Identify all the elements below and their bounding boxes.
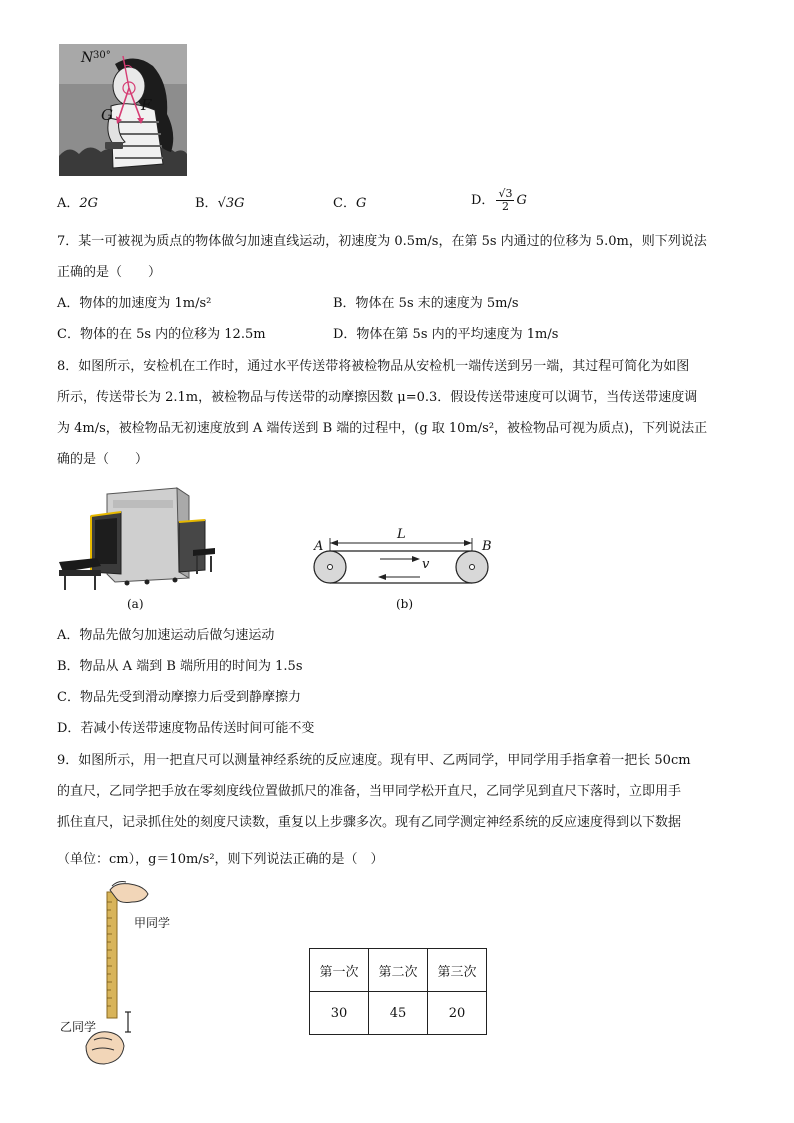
q6-option-d: [471, 188, 527, 213]
q8-label-l: L: [397, 527, 406, 542]
q9-table-value-2: 45: [369, 992, 428, 1035]
q9-stem-line3: 抓住直尺，记录抓住处的刻度尺读数，重复以上步骤多次。现有乙同学测定神经系统的反应速度得到以下数据: [57, 815, 682, 830]
q8-stem-line1: 8．如图所示，安检机在工作时，通过水平传送带将被检物品从安检机一端传送到另一端，其过程可简化为如图: [57, 359, 690, 374]
q9-table-header-2: 第二次: [369, 949, 428, 992]
q6-label-n: N: [81, 50, 94, 66]
q9-label-yi: 乙同学: [60, 1020, 97, 1034]
q9-table-header-row: [310, 949, 487, 992]
q9-table-value-row: [310, 992, 487, 1035]
q6-option-c: [333, 194, 366, 214]
q8-label-a: A: [314, 539, 324, 554]
q9-figure: [72, 880, 182, 1070]
q6-option-a-text: 2G: [79, 196, 99, 211]
q6-option-b-text: √3G: [217, 196, 245, 211]
q6-option-c-letter: C．: [333, 196, 356, 211]
q9-data-table: [309, 948, 487, 1035]
q9-table-header-3: 第三次: [428, 949, 487, 992]
q9-label-jia: 甲同学: [134, 916, 171, 930]
q9-stem-line1: 9．如图所示，用一把直尺可以测量神经系统的反应速度。现有甲、乙两同学，甲同学用手指拿着一把长 50cm: [57, 753, 691, 768]
q6-option-a-letter: A．: [57, 196, 80, 211]
q8-stem-line3: 为 4m/s，被检物品无初速度放到 A 端传送到 B 端的过程中，(g 取 10m/s²，被检物品可视为质点)，下列说法正: [57, 421, 708, 436]
q6-label-f: F: [141, 96, 152, 114]
q7-stem-line2: 正确的是（ ）: [57, 265, 162, 280]
q6-option-d-fraction: [496, 188, 514, 213]
q9-table-value-1: 30: [310, 992, 369, 1035]
q7-option-c: C．物体的在 5s 内的位移为 12.5m: [57, 327, 266, 342]
q6-option-c-text: G: [355, 196, 367, 211]
q7-stem-line1: 7．某一可被视为质点的物体做匀加速直线运动，初速度为 0.5m/s，在第 5s 内通过的位移为 5.0m，则下列说法: [57, 234, 707, 249]
q6-label-angle: 30°: [93, 50, 111, 61]
q8-stem-line2: 所示，传送带长为 2.1m，被检物品与传送带的动摩擦因数 μ=0.3．假设传送带速度可以调节，当传送带速度调: [57, 390, 698, 405]
q9-stem-line2: 的直尺，乙同学把手放在零刻度线位置做抓尺的准备，当甲同学松开直尺，乙同学见到直尺下落时，立即用手: [57, 784, 682, 799]
q8-figure-a: [57, 482, 217, 594]
q7-option-d: D．物体在第 5s 内的平均速度为 1m/s: [333, 327, 559, 342]
q8-label-b: B: [482, 539, 492, 554]
q6-option-d-denominator: 2: [501, 200, 509, 213]
q6-option-d-numerator: √3: [498, 187, 513, 200]
q7-option-b: B．物体在 5s 末的速度为 5m/s: [333, 296, 519, 311]
q8-stem-line4: 确的是（ ）: [57, 452, 149, 467]
q8-option-a: A．物品先做匀加速运动后做匀速运动: [57, 628, 275, 643]
q6-label-g: G: [101, 106, 113, 124]
q6-option-b-letter: B．: [195, 196, 218, 211]
q7-option-a: A．物体的加速度为 1m/s²: [57, 296, 212, 311]
q8-option-b: B．物品从 A 端到 B 端所用的时间为 1.5s: [57, 659, 303, 674]
q8-caption-a: (a): [127, 597, 144, 611]
q8-figure-b: [310, 527, 500, 593]
q9-table-value-3: 20: [428, 992, 487, 1035]
q6-figure: [59, 44, 187, 176]
q8-option-c: C．物品先受到滑动摩擦力后受到静摩擦力: [57, 690, 301, 705]
q6-option-a: [57, 194, 98, 214]
q9-table-header-1: 第一次: [310, 949, 369, 992]
q8-label-v: v: [422, 557, 430, 572]
q8-option-d: D．若减小传送带速度物品传送时间可能不变: [57, 721, 315, 736]
q8-caption-b: (b): [396, 597, 414, 611]
q6-option-d-tail: G: [516, 193, 527, 208]
q6-option-b: [195, 194, 245, 214]
q6-option-d-letter: D．: [471, 193, 495, 208]
q9-stem-line4: （单位：cm），g＝10m/s²，则下列说法正确的是（ ）: [57, 852, 384, 867]
